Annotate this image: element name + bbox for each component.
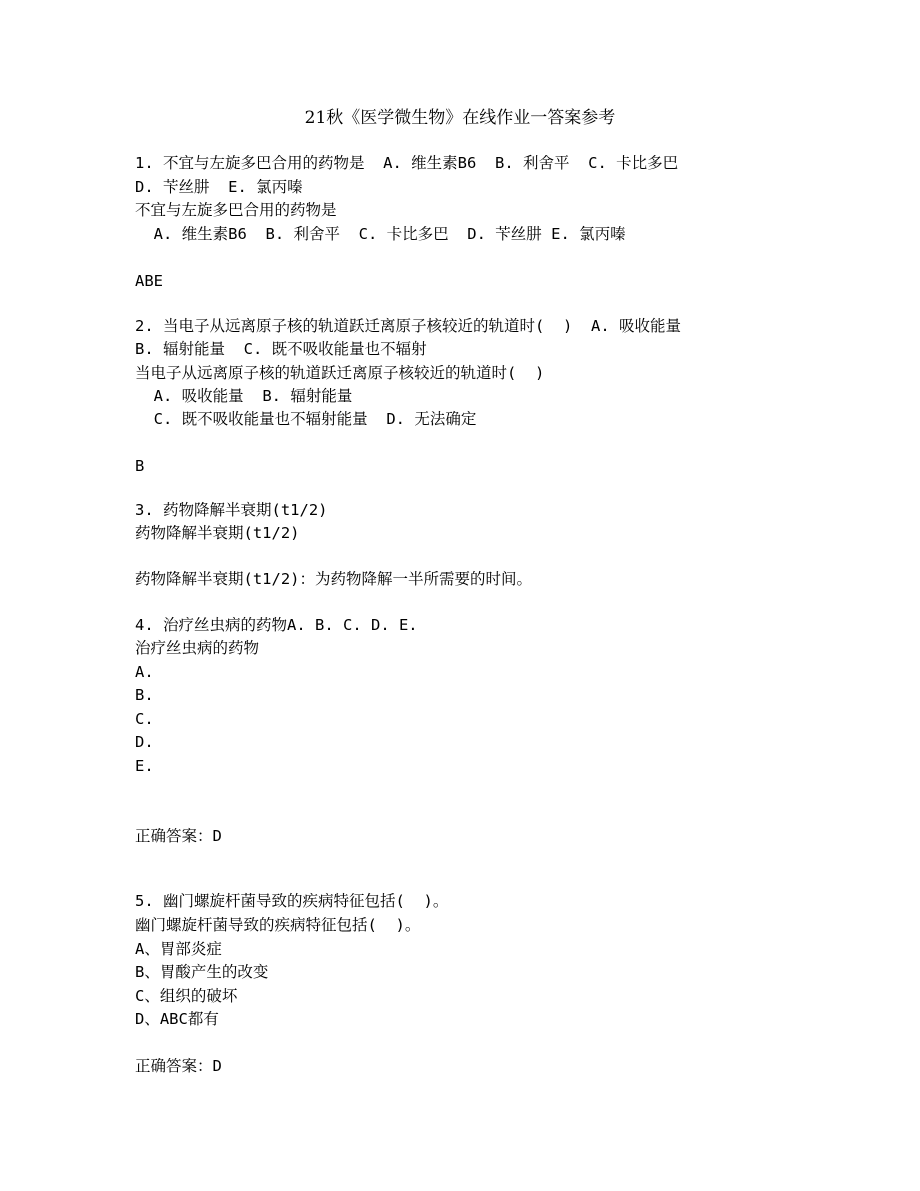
question-5-option-c: C、组织的破坏 [135, 987, 238, 1005]
question-5-option-b: B、胃酸产生的改变 [135, 963, 269, 981]
question-1-stem: 1. 不宜与左旋多巴合用的药物是 A. 维生素B6 B. 利舍平 C. 卡比多巴 [135, 154, 679, 172]
question-5-stem: 5. 幽门螺旋杆菌导致的疾病特征包括( )。 [135, 892, 449, 910]
question-2-stem-continued: B. 辐射能量 C. 既不吸收能量也不辐射 [135, 340, 427, 358]
question-3-stem: 3. 药物降解半衰期(t1/2) [135, 501, 328, 519]
question-2-options-cd: C. 既不吸收能量也不辐射能量 D. 无法确定 [135, 410, 477, 428]
document-title: 21秋《医学微生物》在线作业一答案参考 [304, 108, 616, 128]
question-4-option-a: A. [135, 663, 154, 681]
question-4-option-b: B. [135, 686, 154, 704]
question-5-option-d: D、ABC都有 [135, 1010, 219, 1028]
question-4-answer: 正确答案：D [135, 827, 222, 845]
question-1-options: A. 维生素B6 B. 利舍平 C. 卡比多巴 D. 苄丝肼 E. 氯丙嗪 [135, 225, 626, 243]
question-4-option-d: D. [135, 733, 154, 751]
question-1-answer: ABE [135, 272, 163, 290]
question-5-option-a: A、胃部炎症 [135, 940, 222, 958]
question-4-option-e: E. [135, 757, 154, 775]
question-2-answer: B [135, 457, 145, 475]
question-4-restated: 治疗丝虫病的药物 [135, 639, 260, 657]
question-2-options-ab: A. 吸收能量 B. 辐射能量 [135, 387, 353, 405]
question-3-answer: 药物降解半衰期(t1/2)：为药物降解一半所需要的时间。 [135, 570, 532, 588]
question-4-stem: 4. 治疗丝虫病的药物A. B. C. D. E. [135, 616, 418, 634]
question-1-stem-continued: D. 苄丝肼 E. 氯丙嗪 [135, 178, 303, 196]
question-2-restated: 当电子从远离原子核的轨道跃迁离原子核较近的轨道时( ) [135, 364, 545, 382]
question-2-stem: 2. 当电子从远离原子核的轨道跃迁离原子核较近的轨道时( ) A. 吸收能量 [135, 317, 681, 335]
question-4-option-c: C. [135, 710, 154, 728]
question-5-restated: 幽门螺旋杆菌导致的疾病特征包括( )。 [135, 916, 421, 934]
question-5-answer: 正确答案：D [135, 1057, 222, 1075]
question-1-restated: 不宜与左旋多巴合用的药物是 [135, 201, 337, 219]
question-3-restated: 药物降解半衰期(t1/2) [135, 524, 300, 542]
